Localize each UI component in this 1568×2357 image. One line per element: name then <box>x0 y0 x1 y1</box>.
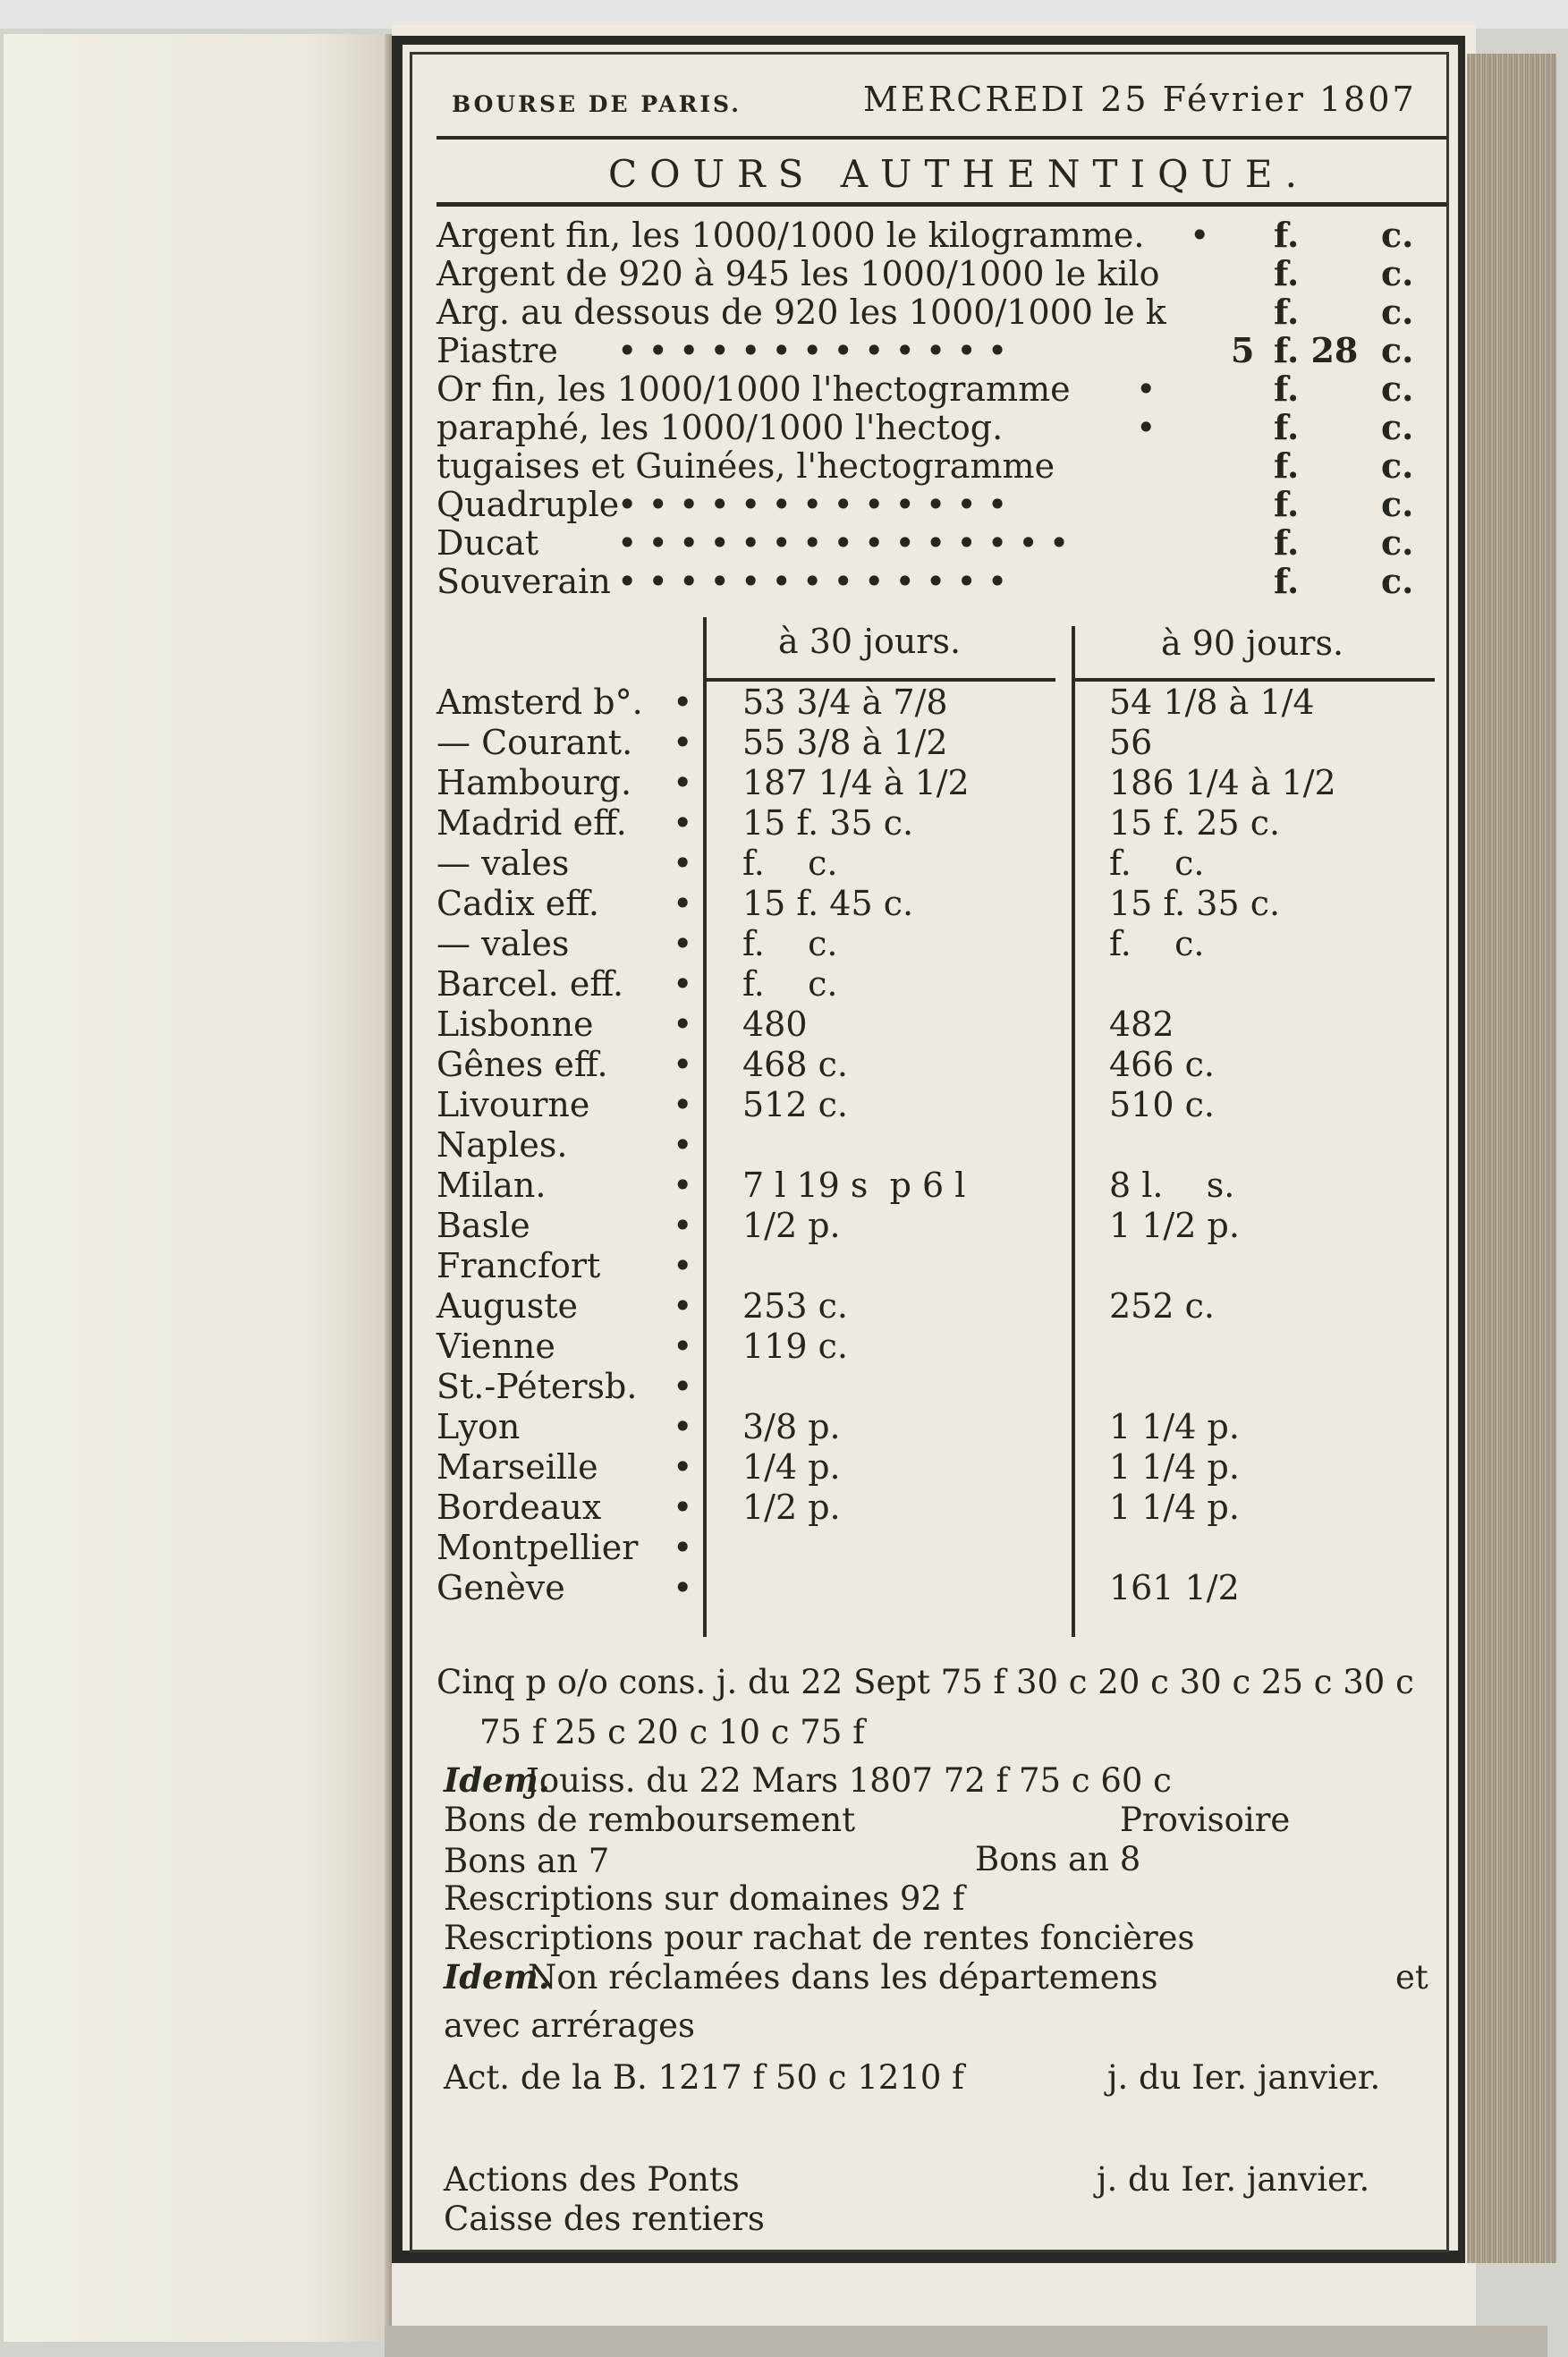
rate-90-days: 252 c. <box>1109 1286 1215 1326</box>
row-leader-dot: • <box>673 1407 693 1446</box>
idem-label: Idem. <box>444 1760 550 1800</box>
provisoire: Provisoire <box>1120 1801 1291 1839</box>
rate-90-days: 8 l. s. <box>1109 1166 1235 1205</box>
metal-franc: f. <box>1274 253 1300 293</box>
rate-90-days: 1 1/4 p. <box>1109 1488 1240 1527</box>
cinq-pct-line1: Cinq p o/o cons. j. du 22 Sept 75 f 30 c 20 c 30 c 25 c 30 c <box>436 1663 1414 1701</box>
rate-90-days: 466 c. <box>1109 1045 1215 1084</box>
metal-label: Arg. au dessous de 920 les 1000/1000 le k <box>436 293 1166 332</box>
metal-label: paraphé, les 1000/1000 l'hectog. <box>436 408 1004 447</box>
row-leader-dot: • <box>673 683 693 722</box>
rate-30-days: 15 f. 35 c. <box>742 803 914 843</box>
metal-label: Souverain <box>436 562 611 601</box>
exchange-place: Vienne <box>436 1327 555 1366</box>
page-edges <box>1467 54 1556 2263</box>
row-leader-dot: • <box>673 1447 693 1487</box>
metal-centime: c. <box>1381 253 1414 293</box>
exchange-place: Milan. <box>436 1166 547 1205</box>
jouissance-banque: j. du Ier. janvier. <box>1107 2058 1381 2097</box>
rate-30-days: 15 f. 45 c. <box>742 884 914 923</box>
metal-franc: f. 28 <box>1274 330 1359 370</box>
metal-label: tugaises et Guinées, l'hectogramme <box>436 446 1055 486</box>
row-leader-dot: • <box>673 1568 693 1607</box>
row-leader-dot: • <box>673 844 693 883</box>
exchange-place: Montpellier <box>436 1528 639 1567</box>
rate-30-days: 1/2 p. <box>742 1488 841 1527</box>
row-leader-dot: • <box>673 1367 693 1406</box>
bons-remboursement: Bons de remboursement <box>444 1801 856 1839</box>
rescriptions-rachat: Rescriptions pour rachat de rentes foncières <box>444 1919 1195 1957</box>
row-leader-dot: • <box>673 1286 693 1326</box>
et-word: et <box>1395 1958 1428 1997</box>
metal-centime: c. <box>1381 292 1414 332</box>
metal-franc: f. <box>1274 561 1300 601</box>
rate-90-days: 1 1/4 p. <box>1109 1407 1240 1446</box>
metal-franc: f. <box>1274 292 1300 332</box>
exchange-place: Cadix eff. <box>436 884 599 923</box>
col-divider-right <box>1072 626 1075 1637</box>
rate-30-days: 1/2 p. <box>742 1206 841 1245</box>
title-rule <box>436 202 1447 207</box>
actions-banque: Act. de la B. 1217 f 50 c 1210 f <box>444 2058 964 2097</box>
rate-30-days: f. c. <box>742 964 838 1004</box>
idem-jouissance: Jouiss. du 22 Mars 1807 72 f 75 c 60 c <box>526 1761 1172 1800</box>
rate-30-days: 55 3/8 à 1/2 <box>742 723 948 762</box>
rate-90-days: 15 f. 25 c. <box>1109 803 1281 843</box>
idem2-label: Idem. <box>444 1957 550 1997</box>
metal-centime: c. <box>1381 369 1414 409</box>
metal-label: Or fin, les 1000/1000 l'hectogramme <box>436 369 1071 409</box>
jouissance-ponts: j. du Ier. janvier. <box>1097 2160 1370 2199</box>
metal-leader: • • • • • • • • • • • • • <box>617 485 1008 524</box>
exchange-place: Livourne <box>436 1085 590 1124</box>
page-title: COURS AUTHENTIQUE. <box>608 152 1309 196</box>
non-reclamees: Non réclamées dans les départemens <box>528 1958 1158 1997</box>
bons-an7: Bons an 7 <box>444 1842 610 1880</box>
metal-centime: c. <box>1381 561 1414 601</box>
rate-30-days: 3/8 p. <box>742 1407 841 1446</box>
row-leader-dot: • <box>673 1166 693 1205</box>
rate-90-days: 1 1/2 p. <box>1109 1206 1240 1245</box>
rate-90-days: f. c. <box>1109 844 1205 883</box>
rate-30-days: f. c. <box>742 844 838 883</box>
row-leader-dot: • <box>673 964 693 1004</box>
metal-leader: • • • • • • • • • • • • • <box>617 562 1008 601</box>
metal-centime: c. <box>1381 407 1414 447</box>
rate-30-days: 1/4 p. <box>742 1447 841 1487</box>
exchange-place: Madrid eff. <box>436 803 627 843</box>
metal-leader: • • • • • • • • • • • • • <box>617 331 1008 370</box>
metal-franc: f. <box>1274 215 1300 255</box>
rate-30-days: f. c. <box>742 924 838 963</box>
exchange-place: Hambourg. <box>436 763 632 802</box>
metal-centime: c. <box>1381 215 1414 255</box>
rate-30-days: 512 c. <box>742 1085 848 1124</box>
exchange-place: Barcel. eff. <box>436 964 624 1004</box>
rate-90-days: 186 1/4 à 1/2 <box>1109 763 1336 802</box>
row-leader-dot: • <box>673 1528 693 1567</box>
row-leader-dot: • <box>673 1327 693 1366</box>
rate-90-days: 482 <box>1109 1005 1174 1044</box>
rate-90-days: 56 <box>1109 723 1153 762</box>
bons-an8: Bons an 8 <box>975 1840 1141 1878</box>
exchange-place: Lisbonne <box>436 1005 594 1044</box>
rate-90-days: 161 1/2 <box>1109 1568 1240 1607</box>
rate-90-days: 54 1/8 à 1/4 <box>1109 683 1315 722</box>
row-leader-dot: • <box>673 1206 693 1245</box>
metal-franc: f. <box>1274 484 1300 524</box>
row-leader-dot: • <box>673 1045 693 1084</box>
row-leader-dot: • <box>673 1246 693 1285</box>
actions-ponts: Actions des Ponts <box>444 2160 740 2199</box>
exchange-place: — vales <box>436 924 570 963</box>
cinq-pct-line2: 75 f 25 c 20 c 10 c 75 f <box>479 1713 865 1751</box>
row-leader-dot: • <box>673 1085 693 1124</box>
exchange-place: Gênes eff. <box>436 1045 608 1084</box>
exchange-name: BOURSE DE PARIS. <box>452 91 742 117</box>
caisse-rentiers: Caisse des rentiers <box>444 2200 765 2238</box>
metal-label: Quadruple <box>436 485 620 524</box>
header-rule <box>436 136 1447 140</box>
metal-franc: f. <box>1274 522 1300 563</box>
metal-franc: f. <box>1274 445 1300 486</box>
row-leader-dot: • <box>673 1488 693 1527</box>
rate-90-days: f. c. <box>1109 924 1205 963</box>
col-header-30: à 30 jours. <box>778 622 962 661</box>
metal-centime: c. <box>1381 445 1414 486</box>
exchange-place: Basle <box>436 1206 530 1245</box>
metal-franc: f. <box>1274 369 1300 409</box>
row-leader-dot: • <box>673 1125 693 1165</box>
metal-label: Ducat <box>436 523 539 563</box>
row-leader-dot: • <box>673 803 693 843</box>
metal-centime: c. <box>1381 330 1414 370</box>
rescriptions-domaines: Rescriptions sur domaines 92 f <box>444 1879 965 1918</box>
rate-30-days: 53 3/4 à 7/8 <box>742 683 948 722</box>
exchange-place: Lyon <box>436 1407 521 1446</box>
exchange-place: St.-Pétersb. <box>436 1367 638 1406</box>
metal-leader: • <box>1136 369 1157 409</box>
rate-30-days: 468 c. <box>742 1045 848 1084</box>
metal-amount: 5 <box>1231 330 1255 370</box>
rate-30-days: 119 c. <box>742 1327 848 1366</box>
row-leader-dot: • <box>673 884 693 923</box>
exchange-place: Naples. <box>436 1125 568 1165</box>
rate-30-days: 187 1/4 à 1/2 <box>742 763 970 802</box>
metal-label: Argent de 920 à 945 les 1000/1000 le kilo <box>436 254 1160 293</box>
row-leader-dot: • <box>673 723 693 762</box>
exchange-place: Amsterd b°. <box>436 683 643 722</box>
bottom-shadow <box>385 2326 1547 2357</box>
row-leader-dot: • <box>673 924 693 963</box>
exchange-place: Bordeaux <box>436 1488 602 1527</box>
rate-30-days: 253 c. <box>742 1286 848 1326</box>
col90-rule <box>1075 678 1435 682</box>
date-line: MERCREDI 25 Février 1807 <box>863 80 1417 119</box>
row-leader-dot: • <box>673 1005 693 1044</box>
col-divider-left <box>703 617 707 1637</box>
exchange-place: Genève <box>436 1568 565 1607</box>
avec-arrerages: avec arrérages <box>444 2006 695 2045</box>
exchange-place: Auguste <box>436 1286 578 1326</box>
rate-90-days: 1 1/4 p. <box>1109 1447 1240 1487</box>
metal-franc: f. <box>1274 407 1300 447</box>
metal-leader: • • • • • • • • • • • • • • • <box>617 523 1070 563</box>
row-leader-dot: • <box>673 763 693 802</box>
metal-label: Argent fin, les 1000/1000 le kilogramme. <box>436 216 1145 255</box>
col30-rule <box>707 678 1055 682</box>
exchange-place: — vales <box>436 844 570 883</box>
metal-leader: • <box>1136 408 1157 447</box>
exchange-place: — Courant. <box>436 723 633 762</box>
exchange-place: Marseille <box>436 1447 598 1487</box>
left-page <box>4 34 388 2342</box>
exchange-place: Francfort <box>436 1246 601 1285</box>
metal-label: Piastre <box>436 331 558 370</box>
rate-90-days: 510 c. <box>1109 1085 1215 1124</box>
metal-leader: • <box>1190 216 1210 255</box>
metal-centime: c. <box>1381 522 1414 563</box>
rate-90-days: 15 f. 35 c. <box>1109 884 1281 923</box>
metal-centime: c. <box>1381 484 1414 524</box>
col-header-90: à 90 jours. <box>1161 623 1344 663</box>
rate-30-days: 480 <box>742 1005 808 1044</box>
rate-30-days: 7 l 19 s p 6 l <box>742 1166 966 1205</box>
